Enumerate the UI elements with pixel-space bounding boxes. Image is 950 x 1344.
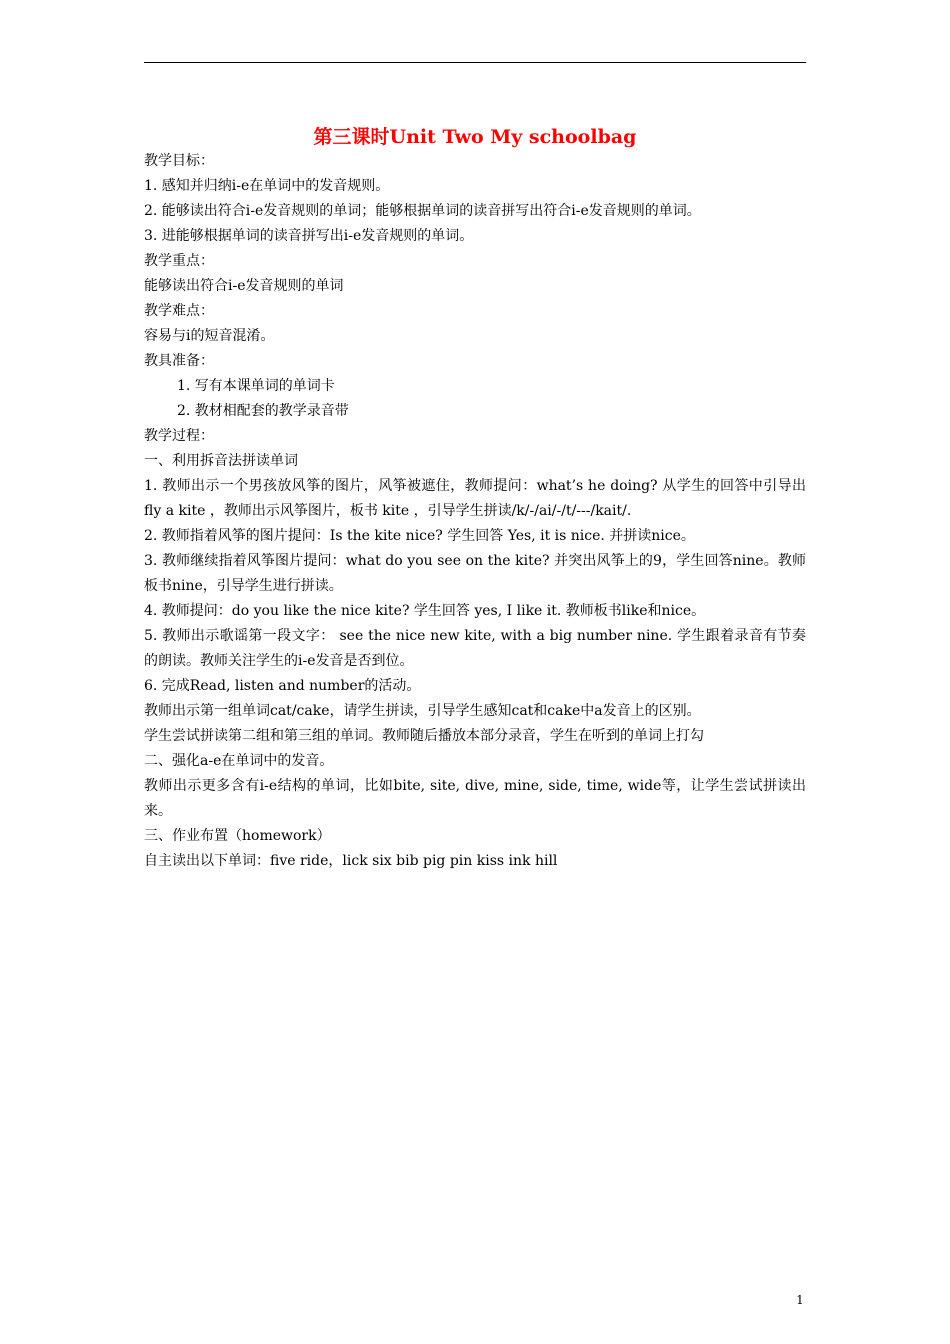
- process-step-5: 5. 教师出示歌谣第一段文字： see the nice new kite, with a big number nine. 学生跟着录音有节奏的朗读。教师关注学生的i-e发音是否到位。: [144, 628, 806, 669]
- document-body: [144, 149, 806, 874]
- section-heading-3: 三、作业布置（homework）: [144, 828, 331, 844]
- paragraph-more-words: 教师出示更多含有i-e结构的单词，比如bite, site, dive, mine, side, time, wide等，让学生尝试拼读出来。: [144, 778, 806, 819]
- key-point-text: 能够读出符合i-e发音规则的单词: [144, 278, 344, 294]
- objective-item-1: 1. 感知并归纳i-e在单词中的发音规则。: [144, 178, 390, 194]
- process-heading: 教学过程：: [144, 428, 214, 444]
- materials-item-1: 1. 写有本课单词的单词卡: [177, 378, 335, 394]
- difficulty-text: 容易与i的短音混淆。: [144, 328, 275, 344]
- paragraph-groups: 学生尝试拼读第二组和第三组的单词。教师随后播放本部分录音，学生在听到的单词上打勾: [144, 728, 704, 744]
- section-heading-1: 一、利用拆音法拼读单词: [144, 453, 298, 469]
- process-step-4: 4. 教师提问：do you like the nice kite? 学生回答 yes, I like it. 教师板书like和nice。: [144, 603, 706, 619]
- section-heading-2: 二、强化a-e在单词中的发音。: [144, 753, 334, 769]
- page-number: 1: [796, 1293, 804, 1307]
- lesson-title: 第三课时Unit Two My schoolbag: [313, 126, 637, 148]
- header-rule: [144, 62, 806, 63]
- paragraph-cat-cake: 教师出示第一组单词cat/cake，请学生拼读，引导学生感知cat和cake中a发音上的区别。: [144, 703, 701, 719]
- process-step-2: 2. 教师指着风筝的图片提问：Is the kite nice? 学生回答 Yes, it is nice. 并拼读nice。: [144, 528, 695, 544]
- objectives-heading: 教学目标：: [144, 153, 214, 169]
- objective-item-2: 2. 能够读出符合i-e发音规则的单词；能够根据单词的读音拼写出符合i-e发音规则的单词。: [144, 203, 701, 219]
- key-point-heading: 教学重点：: [144, 253, 214, 269]
- materials-item-2: 2. 教材相配套的教学录音带: [177, 403, 349, 419]
- materials-heading: 教具准备：: [144, 353, 214, 369]
- objective-item-3: 3. 进能够根据单词的读音拼写出i-e发音规则的单词。: [144, 228, 474, 244]
- process-step-1: 1. 教师出示一个男孩放风筝的图片，风筝被遮住，教师提问：what’s he doing? 从学生的回答中引导出 fly a kite ，教师出示风筝图片，板书 kite ，引导学生拼读/k/-/ai/-/t/---/kait/.: [144, 478, 806, 519]
- process-step-3: 3. 教师继续指着风筝图片提问：what do you see on the kite? 并突出风筝上的9，学生回答nine。教师板书nine，引导学生进行拼读。: [144, 553, 806, 594]
- homework-text: 自主读出以下单词：five ride，lick six bib pig pin kiss ink hill: [144, 853, 558, 869]
- difficulty-heading: 教学难点：: [144, 303, 214, 319]
- process-step-6: 6. 完成Read, listen and number的活动。: [144, 678, 421, 694]
